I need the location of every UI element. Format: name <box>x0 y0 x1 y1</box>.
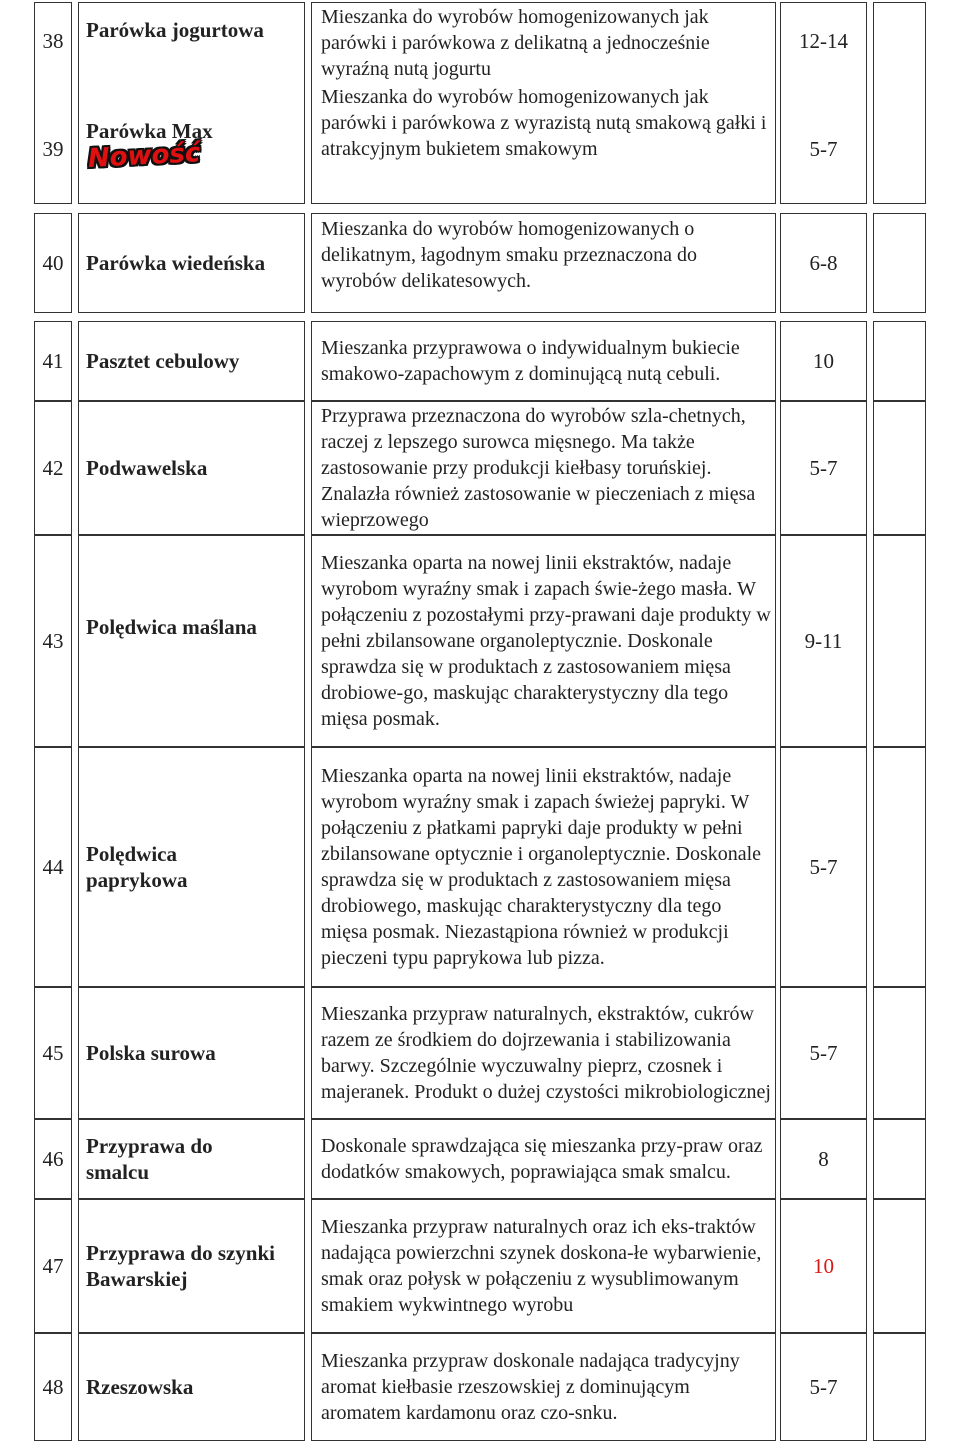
product-name: Rzeszowska <box>86 1375 194 1399</box>
table-row <box>0 535 960 747</box>
dosage-value: 5-7 <box>809 854 838 879</box>
row-number: 47 <box>42 1253 64 1278</box>
dosage-value: 5-7 <box>809 1040 838 1065</box>
product-description: Mieszanka przyprawowa o indywidualnym bukiecie smakowo-zapachowym z dominującą nutą cebuli. <box>321 337 740 385</box>
table-row <box>0 1333 960 1441</box>
product-name: Polędwica maślana <box>86 615 257 639</box>
product-name: Parówka wiedeńska <box>86 251 266 275</box>
row-number-cell <box>34 2 72 204</box>
dosage-value: 5-7 <box>809 1374 838 1399</box>
product-description: Mieszanka przypraw naturalnych, ekstraktów, cukrów razem ze środkiem do dojrzewania i stabilizowania barwy. Szczególnie wyczuwalny pieprz, czosnek i majeranek. Produkt o dużej czystości mikrobiologicznej <box>321 1003 771 1103</box>
row-number: 48 <box>42 1374 64 1399</box>
table-row-group-38-39 <box>0 2 960 204</box>
product-description: Mieszanka do wyrobów homogenizowanych jak parówki i parówkowa z wyrazistą nutą smakową gałki i atrakcyjnym bukietem smakowym <box>321 86 767 160</box>
empty-cell <box>873 535 926 747</box>
empty-cell <box>873 321 926 401</box>
dosage-value: 5-7 <box>809 455 838 480</box>
dosage-value: 8 <box>818 1146 829 1171</box>
table-row <box>0 1199 960 1333</box>
dosage-cell <box>780 2 867 204</box>
dosage-value: 6-8 <box>809 250 838 275</box>
table-row <box>0 987 960 1119</box>
empty-cell <box>873 1199 926 1333</box>
product-name: Polędwica paprykowa <box>86 842 188 892</box>
row-number: 45 <box>42 1040 64 1065</box>
row-number: 40 <box>42 250 64 275</box>
row-number: 43 <box>42 628 64 653</box>
empty-cell <box>873 987 926 1119</box>
product-description: Mieszanka oparta na nowej linii ekstraktów, nadaje wyrobom wyraźny smak i zapach świeżej papryki. W połączeniu z płatkami papryki daje produkty w pełni zbilansowane optycznie i organoleptycznie. Doskonale sprawdza się w produktach z zastosowaniem mięsa drobiowego, maskując charakterystyczny dla tego mięsa posmak. Niezastąpiona również w produkcji pieczeni typu paprykowa lub pizza. <box>321 765 762 969</box>
row-number: 38 <box>42 29 64 53</box>
product-name: Przyprawa do szynki Bawarskiej <box>86 1241 275 1291</box>
row-number: 41 <box>42 348 64 373</box>
dosage-value: 9-11 <box>804 628 843 653</box>
product-name: Przyprawa do smalcu <box>86 1134 213 1184</box>
dosage-value: 10 <box>813 348 834 373</box>
dosage-value: 12-14 <box>799 29 848 53</box>
empty-cell <box>873 1333 926 1441</box>
product-name: Pasztet cebulowy <box>86 349 240 373</box>
product-name: Polska surowa <box>86 1041 216 1065</box>
product-name: Parówka Max <box>86 119 213 143</box>
new-product-badge: Nowość <box>87 138 202 174</box>
empty-cell <box>873 1119 926 1199</box>
product-description: Doskonale sprawdzająca się mieszanka przy-praw oraz dodatków smakowych, poprawiająca smak smalcu. <box>321 1135 763 1183</box>
table-row <box>0 747 960 987</box>
product-name: Podwawelska <box>86 456 208 480</box>
empty-cell <box>873 747 926 987</box>
product-description: Przyprawa przeznaczona do wyrobów szla-chetnych, raczej z lepszego surowca mięsnego. Ma także zastosowanie przy produkcji kiełbasy toruńskiej. Znalazła również zastosowanie w pieczeniach z mięsa wieprzowego <box>321 405 756 531</box>
table-row <box>0 321 960 401</box>
empty-cell <box>873 213 926 313</box>
product-name: Parówka jogurtowa <box>86 18 264 42</box>
table-row <box>0 213 960 313</box>
row-number: 39 <box>42 137 64 161</box>
product-name-cell <box>78 2 305 204</box>
product-description: Mieszanka oparta na nowej linii ekstraktów, nadaje wyrobom wyraźny smak i zapach świe-żego masła. W połączeniu z pozostałymi przy-prawani daje produkty w pełni zbilansowane organoleptycznie. Doskonale sprawdza się w produktach z zastosowaniem mięsa drobiowe-go, maskując charakterystyczny dla tego mięsa posmak. <box>321 552 771 730</box>
table-row <box>0 1119 960 1199</box>
row-number: 46 <box>42 1146 64 1171</box>
empty-cell <box>873 401 926 535</box>
product-description: Mieszanka do wyrobów homogenizowanych jak parówki i parówkowa z delikatną a jednocześnie wyraźną nutą jogurtu <box>321 6 710 80</box>
empty-cell <box>873 2 926 204</box>
product-description: Mieszanka przypraw doskonale nadająca tradycyjny aromat kiełbasie rzeszowskiej z dominującym aromatem kardamonu oraz czo-snku. <box>321 1350 740 1424</box>
description-cell <box>311 2 776 204</box>
dosage-value: 5-7 <box>809 137 838 161</box>
table-row <box>0 401 960 535</box>
product-description: Mieszanka przypraw naturalnych oraz ich eks-traktów nadająca powierzchni szynek doskona-łe wybarwienie, smak oraz połysk w połączeniu z wysublimowanym smakiem wykwintnego wyrobu <box>321 1216 762 1316</box>
dosage-value: 10 <box>813 1253 834 1278</box>
row-number: 44 <box>42 854 64 879</box>
product-description: Mieszanka do wyrobów homogenizowanych o delikatnym, łagodnym smaku przeznaczona do wyrobów delikatesowych. <box>321 218 697 292</box>
row-number: 42 <box>42 455 64 480</box>
